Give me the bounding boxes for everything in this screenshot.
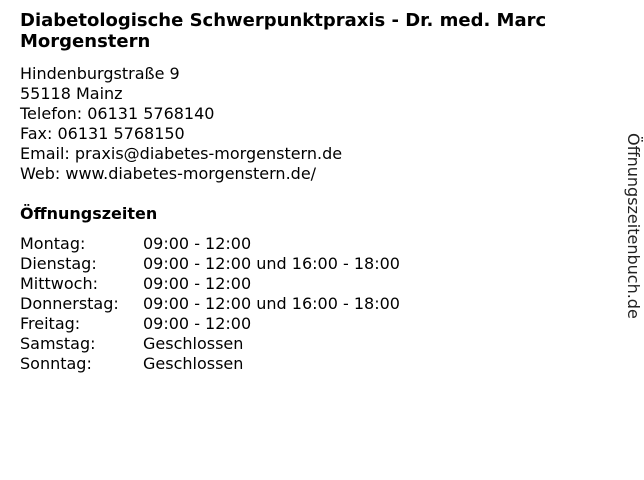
day-label: Sonntag:	[20, 354, 92, 373]
fax-number: Fax: 06131 5768150	[20, 124, 185, 143]
hours-row-friday	[20, 314, 400, 334]
time-value: 09:00 - 12:00	[143, 274, 252, 293]
city: 55118 Mainz	[20, 84, 123, 103]
time-value: Geschlossen	[143, 354, 244, 373]
time-value: 09:00 - 12:00	[143, 314, 252, 333]
time-value: 09:00 - 12:00 und 16:00 - 18:00	[143, 294, 400, 313]
time-value: 09:00 - 12:00	[143, 234, 252, 253]
watermark-text: Öffnungszeitenbuch.de	[624, 133, 643, 319]
hours-row-thursday	[20, 294, 400, 314]
hours-row-sunday	[20, 354, 400, 374]
website: Web: www.diabetes-morgenstern.de/	[20, 164, 317, 183]
day-label: Freitag:	[20, 314, 81, 333]
day-label: Montag:	[20, 234, 86, 253]
day-label: Dienstag:	[20, 254, 97, 273]
day-label: Donnerstag:	[20, 294, 119, 313]
opening-hours-table	[20, 234, 400, 374]
hours-row-monday	[20, 234, 400, 254]
hours-row-wednesday	[20, 274, 400, 294]
hours-row-tuesday	[20, 254, 400, 274]
site-watermark	[622, 133, 644, 338]
time-value: Geschlossen	[143, 334, 244, 353]
time-value: 09:00 - 12:00 und 16:00 - 18:00	[143, 254, 400, 273]
practice-title: Diabetologische Schwerpunktpraxis - Dr. med. Marc Morgenstern	[20, 10, 547, 52]
day-label: Mittwoch:	[20, 274, 98, 293]
contact-block	[20, 64, 342, 184]
day-label: Samstag:	[20, 334, 96, 353]
hours-row-saturday	[20, 334, 400, 354]
street-address: Hindenburgstraße 9	[20, 64, 180, 83]
phone-number: Telefon: 06131 5768140	[20, 104, 215, 123]
email-address: Email: praxis@diabetes-morgenstern.de	[20, 144, 343, 163]
opening-hours-heading: Öffnungszeiten	[20, 204, 158, 223]
